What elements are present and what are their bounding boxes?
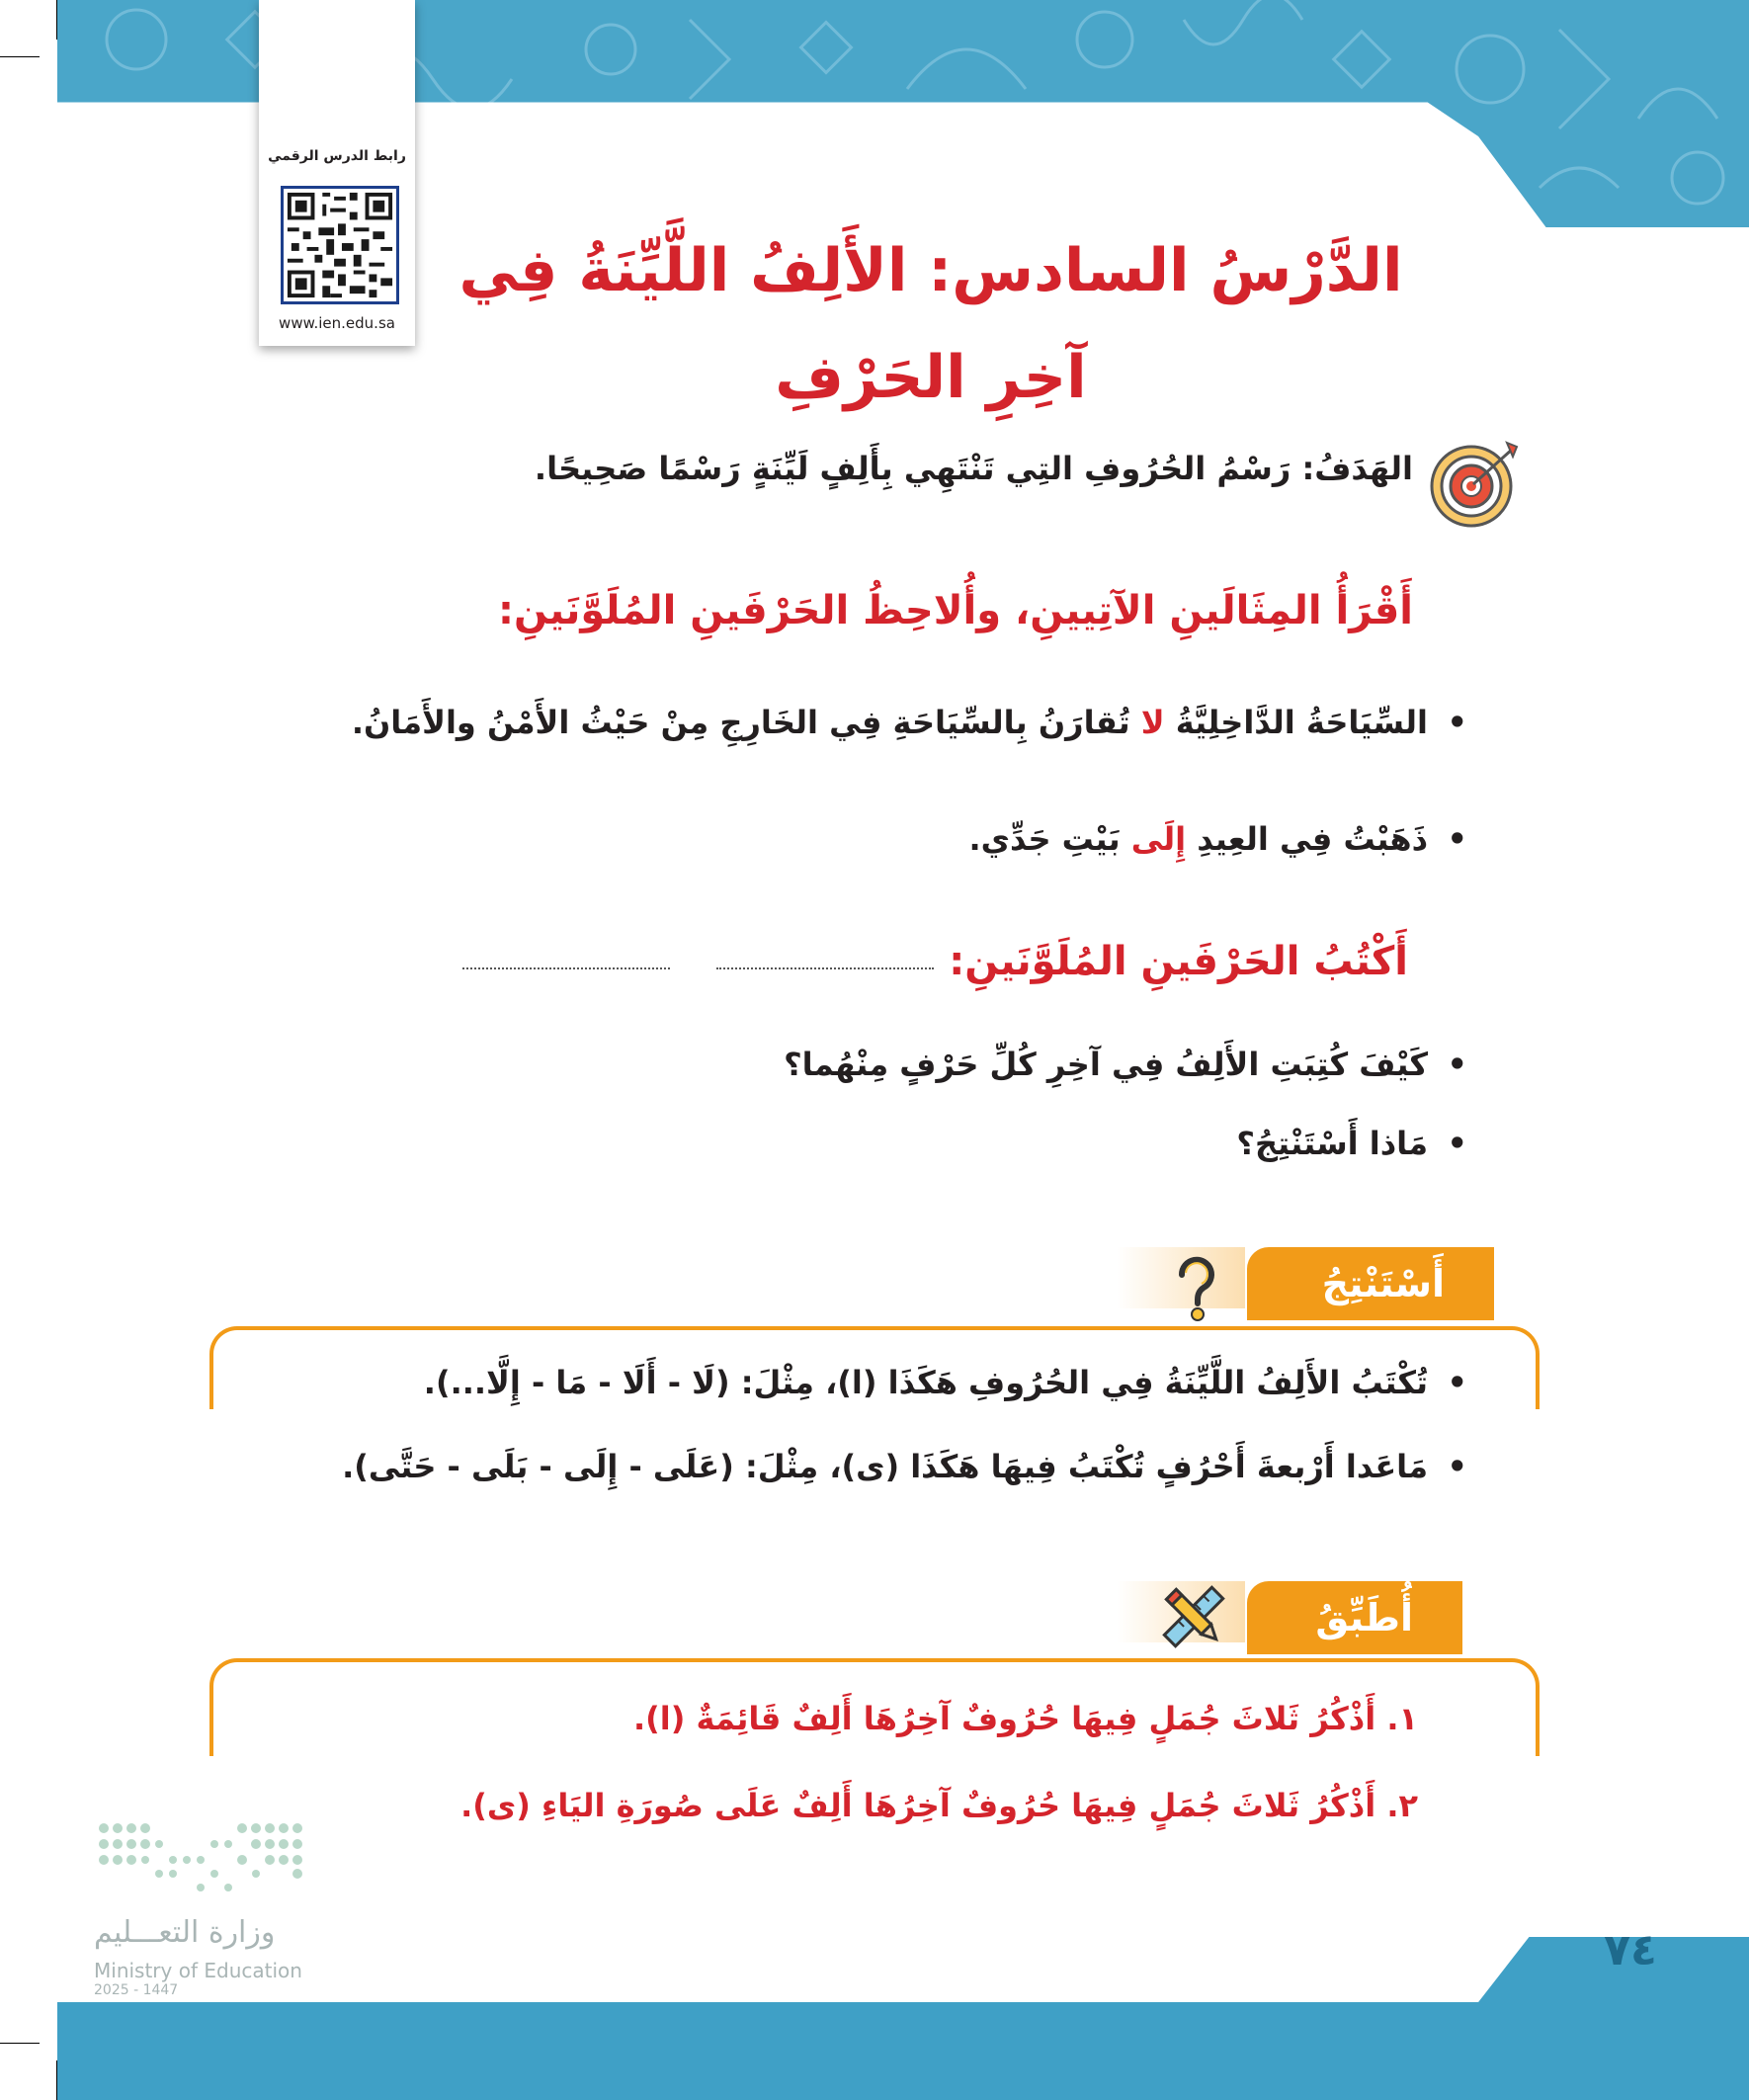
crop-mark	[56, 0, 57, 40]
qr-card[interactable]	[259, 0, 415, 346]
question-mark-icon	[1166, 1253, 1227, 1324]
qr-code[interactable]	[281, 186, 399, 304]
write-heading: أَكْتُبُ الحَرْفَينِ المُلَوَّنَينِ:	[949, 939, 1408, 984]
page-number: ٧٤	[1604, 1925, 1657, 1975]
qr-label: رابط الدرس الرقمي	[268, 148, 406, 164]
answer-line[interactable]	[462, 967, 670, 969]
ministry-name-en: Ministry of Education	[94, 1959, 302, 1982]
lesson-title: الدَّرْسُ السادس: الأَلِفُ اللَّيِّنَةُ فِي آخِرِ الحَرْفِ	[458, 236, 1403, 412]
rule-item: • تُكْتَبُ الأَلِفُ اللَّيِّنَةُ فِي الحُرُوفِ هَكَذَا (ا)، مِثْلَ: (لَا - أَلَا - مَا - إِلَّا...).	[341, 1364, 1428, 1401]
ministry-name-ar: وزارة التعـــليم	[94, 1915, 276, 1950]
crop-mark	[0, 2043, 40, 2044]
apply-tab: أُطَبِّقُ	[1247, 1581, 1462, 1654]
example-text: ذَهَبْتُ فِي العِيدِ	[1186, 820, 1428, 858]
question-item: • مَاذا أَسْتَنْتِجُ؟	[341, 1125, 1428, 1162]
lesson-goal	[524, 450, 1413, 487]
goal-label: الهَدَفُ:	[1301, 450, 1413, 487]
edition-year: 2025 - 1447	[94, 1982, 179, 1998]
qr-url[interactable]: www.ien.edu.sa	[279, 314, 395, 332]
conclude-tab: أَسْتَنْتِجُ	[1247, 1247, 1494, 1320]
target-icon	[1428, 435, 1523, 530]
example-text: السِّيَاحَةُ الدَّاخِلِيَّةُ	[1164, 704, 1428, 741]
qr-code-image	[284, 189, 396, 301]
example-text: بَيْتِ جَدِّي.	[968, 820, 1131, 858]
example-text: تُقارَنُ بِالسِّيَاحَةِ فِي الخَارِجِ مِنْ حَيْثُ الأَمْنُ والأَمَانُ.	[351, 704, 1141, 741]
read-heading: أَقْرَأُ المِثَالَينِ الآتِيينِ، وأُلاحِظُ الحَرْفَينِ المُلَوَّنَينِ:	[498, 588, 1413, 633]
goal-text: رَسْمُ الحُرُوفِ التِي تَنْتَهِي بِأَلِفٍ لَيِّنَةٍ رَسْمًا صَحِيحًا.	[534, 450, 1291, 487]
example-highlight: إِلَى	[1130, 820, 1187, 858]
crop-mark	[0, 56, 40, 57]
pencil-ruler-icon	[1158, 1581, 1229, 1652]
exercise-item: ٢. أَذْكُرُ ثَلاثَ جُمَلٍ فِيهَا حُرُوفٌ آخِرُهَا أَلِفٌ عَلَى صُورَةِ اليَاءِ (ى).	[460, 1787, 1418, 1824]
exercise-item: ١. أَذْكُرُ ثَلاثَ جُمَلٍ فِيهَا حُرُوفٌ آخِرُهَا أَلِفٌ قَائِمَةٌ (ا).	[632, 1700, 1418, 1737]
answer-line[interactable]	[716, 967, 934, 969]
ministry-logo	[94, 1818, 306, 1897]
question-item: • كَيْفَ كُتِبَتِ الأَلِفُ فِي آخِرِ كُلِّ حَرْفٍ مِنْهُما؟	[341, 1046, 1428, 1083]
example-sentence	[341, 704, 1428, 741]
crop-mark	[56, 2060, 57, 2100]
rule-item: • مَاعَدا أَرْبعةَ أَحْرُفٍ تُكْتَبُ فِيهَا هَكَذَا (ى)، مِثْلَ: (عَلَى - إِلَى - بَلَى - حَتَّى).	[341, 1448, 1428, 1485]
example-sentence	[341, 820, 1428, 858]
example-highlight: لا	[1140, 704, 1165, 741]
